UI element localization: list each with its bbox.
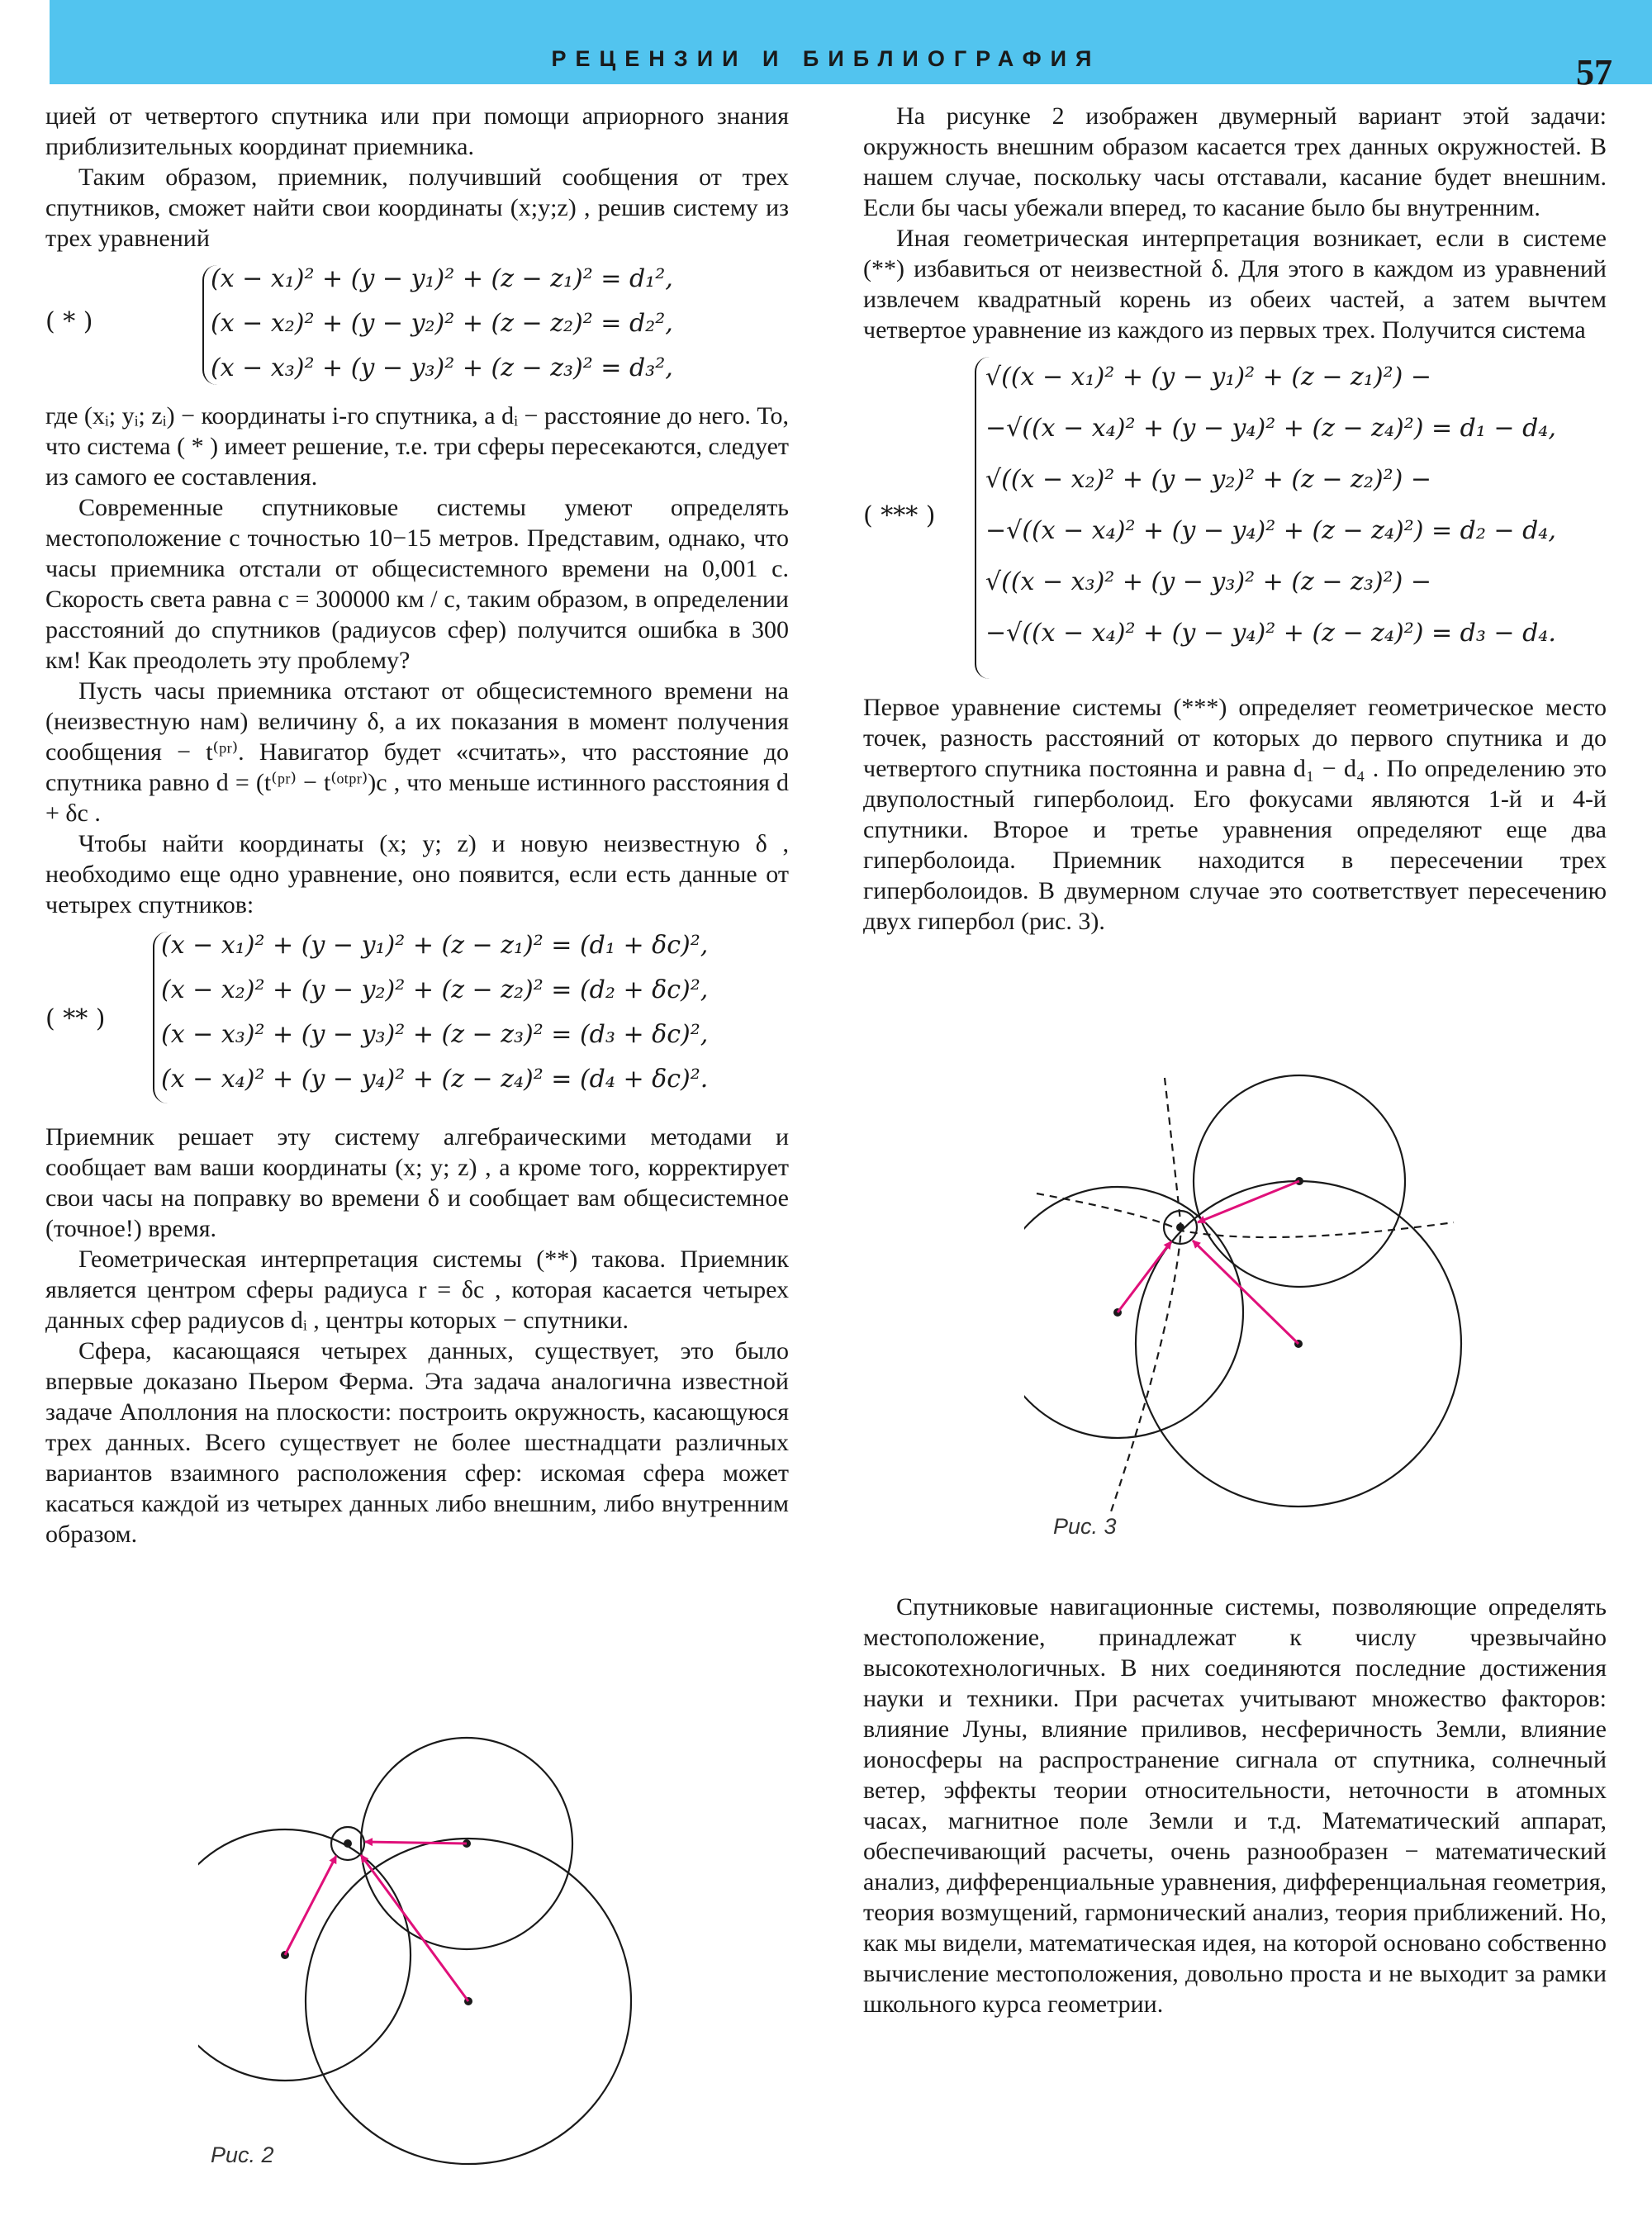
radius-arrow-1 <box>1198 1181 1299 1222</box>
radius-arrow-2 <box>285 1856 336 1955</box>
equation-system-3 <box>863 354 1607 684</box>
receiver-point <box>344 1839 352 1848</box>
equation-row: (x − x₂)² + (y − y₂)² + (z − z₂)² = (d₂ + δc)², <box>161 975 709 1004</box>
radius-arrow-1 <box>365 1842 467 1844</box>
right-paragraph-1: На рисунке 2 изображен двумерный вариант этой задачи: окружность внешним образом касается трех данных окружностей. В нашем случае, поскольку часы отставали, касание будет внешним. Если бы часы убежали вперед, то касание было бы внутренним. <box>863 102 1607 221</box>
radius-arrow-3 <box>1193 1241 1298 1344</box>
figure-3-caption: Рис. 3 <box>1053 1514 1117 1539</box>
equation-system-1 <box>45 259 789 392</box>
left-column <box>45 101 789 1549</box>
satellite-circle-2 <box>1024 1187 1243 1438</box>
equation-row: (x − x₃)² + (y − y₃)² + (z − z₃)² = d₃², <box>211 354 673 382</box>
left-paragraph-5: Пусть часы приемника отстают от общесистемного времени на (неизвестную нам) величину δ, а их показания в момент получения сообщения − t⁽ᵖʳ⁾. Навигатор будет «считать», что расстояние до спутника равно d = (t⁽ᵖʳ⁾ − t⁽ᵒᵗᵖʳ⁾)c , что меньше истинного расстояния d + δc . <box>45 677 789 827</box>
page-number: 57 <box>1576 52 1612 93</box>
figure-2-caption: Рис. 2 <box>211 2142 274 2167</box>
equation-label-3: ( *** ) <box>863 501 936 530</box>
left-paragraph-9: Сфера, касающаяся четырех данных, существует, это было впервые доказано Пьером Ферма. Эта задача аналогична известной задаче Аполлония на плоскости: построить окружность, касающуюся трех данных. Всего существует не более шестнадцати различных вариантов взаимного расположения сфер: искомая сфера может касаться каждой из четырех данных либо внешним, либо внутренним образом. <box>45 1337 789 1548</box>
section-title: РЕЦЕНЗИИ И БИБЛИОГРАФИЯ <box>551 46 1101 71</box>
left-paragraph-8: Геометрическая интерпретация системы (**) такова. Приемник является центром сферы радиуса r = δc , которая касается четырех данных сфер радиусов dᵢ , центры которых − спутники. <box>45 1246 789 1334</box>
right-column <box>863 101 1607 937</box>
left-paragraph-2: Таким образом, приемник, получивший сообщения от трех спутников, сможет найти свои координаты (x;y;z) , решив систему из трех уравнений <box>45 164 789 252</box>
equation-label-1: ( * ) <box>45 307 93 336</box>
equation-row: (x − x₃)² + (y − y₃)² + (z − z₃)² = (d₃ + δc)², <box>161 1020 709 1049</box>
right-paragraph-4: Спутниковые навигационные системы, позволяющие определять местоположение, принадлежат к числу чрезвычайно высокотехнологичных. В них соединяются последние достижения науки и техники. При расчетах учитывают множество факторов: влияние Луны, влияние приливов, несферичность Земли, влияние ионосферы на распространение сигнала от спутника, солнечный ветер, эффекты теории относительности, неточности в атомных часах, магнитное поле Земли и т.д. Математический аппарат, обеспечивающий расчеты, очень разнообразен − математический анализ, дифференциальные уравнения, дифференциальная геометрия, теория возмущений, гармонический анализ, теория приближений. Но, как мы видели, математическая идея, на которой основано собственно вычисление местоположения, довольно проста и не выходит за рамки школьного курса геометрии. <box>863 1593 1607 2018</box>
left-paragraph-6: Чтобы найти координаты (x; y; z) и новую неизвестную δ , необходимо еще одно уравнение, оно появится, если есть данные от четырех спутников: <box>45 830 789 918</box>
right-column-bottom <box>863 1592 1607 2019</box>
equation-row: (x − x₂)² + (y − y₂)² + (z − z₂)² = d₂², <box>211 309 673 338</box>
left-paragraph-7: Приемник решает эту систему алгебраическими методами и сообщает вам ваши координаты (x; y; z) , а кроме того, корректирует свои часы на поправку во времени δ и сообщает вам общесистемное (точное!) время. <box>45 1123 789 1242</box>
left-paragraph-1: цией от четвертого спутника или при помощи априорного знания приблизительных координат приемника. <box>45 102 789 160</box>
right-paragraph-2: Иная геометрическая интерпретация возникает, если в системе (**) избавиться от неизвестной δ. Для этого в каждом из уравнений извлечем квадратный корень из обеих частей, а затем вычтем четвертое уравнение из каждого из первых трех. Получится система <box>863 225 1607 344</box>
equation-row: √((x − x₃)² + (y − y₃)² + (z − z₃)²) − <box>985 567 1431 596</box>
right-paragraph-3: Первое уравнение системы (***) определяет геометрическое место точек, разность расстояний от которых до первого спутника и до четвертого спутника постоянна и равна d₁ − d₄ . По определению это двуполостный гиперболоид. Его фокусами являются 1-й и 4-й спутники. Второе и третье уравнения определяют еще два гиперболоида. Приемник находится в пересечении трех гиперболоидов. В двумерном случае это соответствует пересечению двух гипербол (рис. 3). <box>863 694 1607 935</box>
equation-row: −√((x − x₄)² + (y − y₄)² + (z − z₄)²) = d₃ − d₄. <box>985 619 1556 648</box>
radius-arrow-2 <box>1118 1241 1171 1312</box>
equation-label-2: ( ** ) <box>45 1004 106 1033</box>
page-header <box>50 0 1652 93</box>
hyperbola-branch-2 <box>1037 1193 1454 1237</box>
left-paragraph-3: где (xᵢ; yᵢ; zᵢ) − координаты i-го спутника, а dᵢ − расстояние до него. То, что система ( * ) имеет решение, т.е. три сферы пересекаются, следует из самого ее составления. <box>45 402 789 491</box>
figure-3-hyperbolas-diagram <box>1024 1065 1470 1511</box>
equation-row: √((x − x₁)² + (y − y₁)² + (z − z₁)²) − <box>985 363 1431 391</box>
equation-row: √((x − x₂)² + (y − y₂)² + (z − z₂)²) − <box>985 465 1431 494</box>
figure-2-circles-diagram <box>198 1718 661 2180</box>
equation-system-2 <box>45 925 789 1113</box>
equation-row: (x − x₁)² + (y − y₁)² + (z − z₁)² = d₁², <box>211 264 673 293</box>
radius-arrow-3 <box>361 1855 468 2001</box>
equation-row: (x − x₁)² + (y − y₁)² + (z − z₁)² = (d₁ + δc)², <box>161 931 709 960</box>
left-paragraph-4: Современные спутниковые системы умеют определять местоположение с точностью 10−15 метров. Представим, однако, что часы приемника отстали от общесистемного времени на 0,001 с. Скорость света равна c = 300000 км / с, таким образом, в определении расстояний до спутников (радиусов сфер) получится ошибка в 300 км! Как преодолеть эту проблему? <box>45 494 789 674</box>
equation-row: −√((x − x₄)² + (y − y₄)² + (z − z₄)²) = d₂ − d₄, <box>985 516 1556 545</box>
equation-row: (x − x₄)² + (y − y₄)² + (z − z₄)² = (d₄ + δc)². <box>161 1065 709 1094</box>
satellite-circle-2 <box>198 1829 411 2081</box>
equation-row: −√((x − x₄)² + (y − y₄)² + (z − z₄)²) = d₁ − d₄, <box>985 414 1556 443</box>
